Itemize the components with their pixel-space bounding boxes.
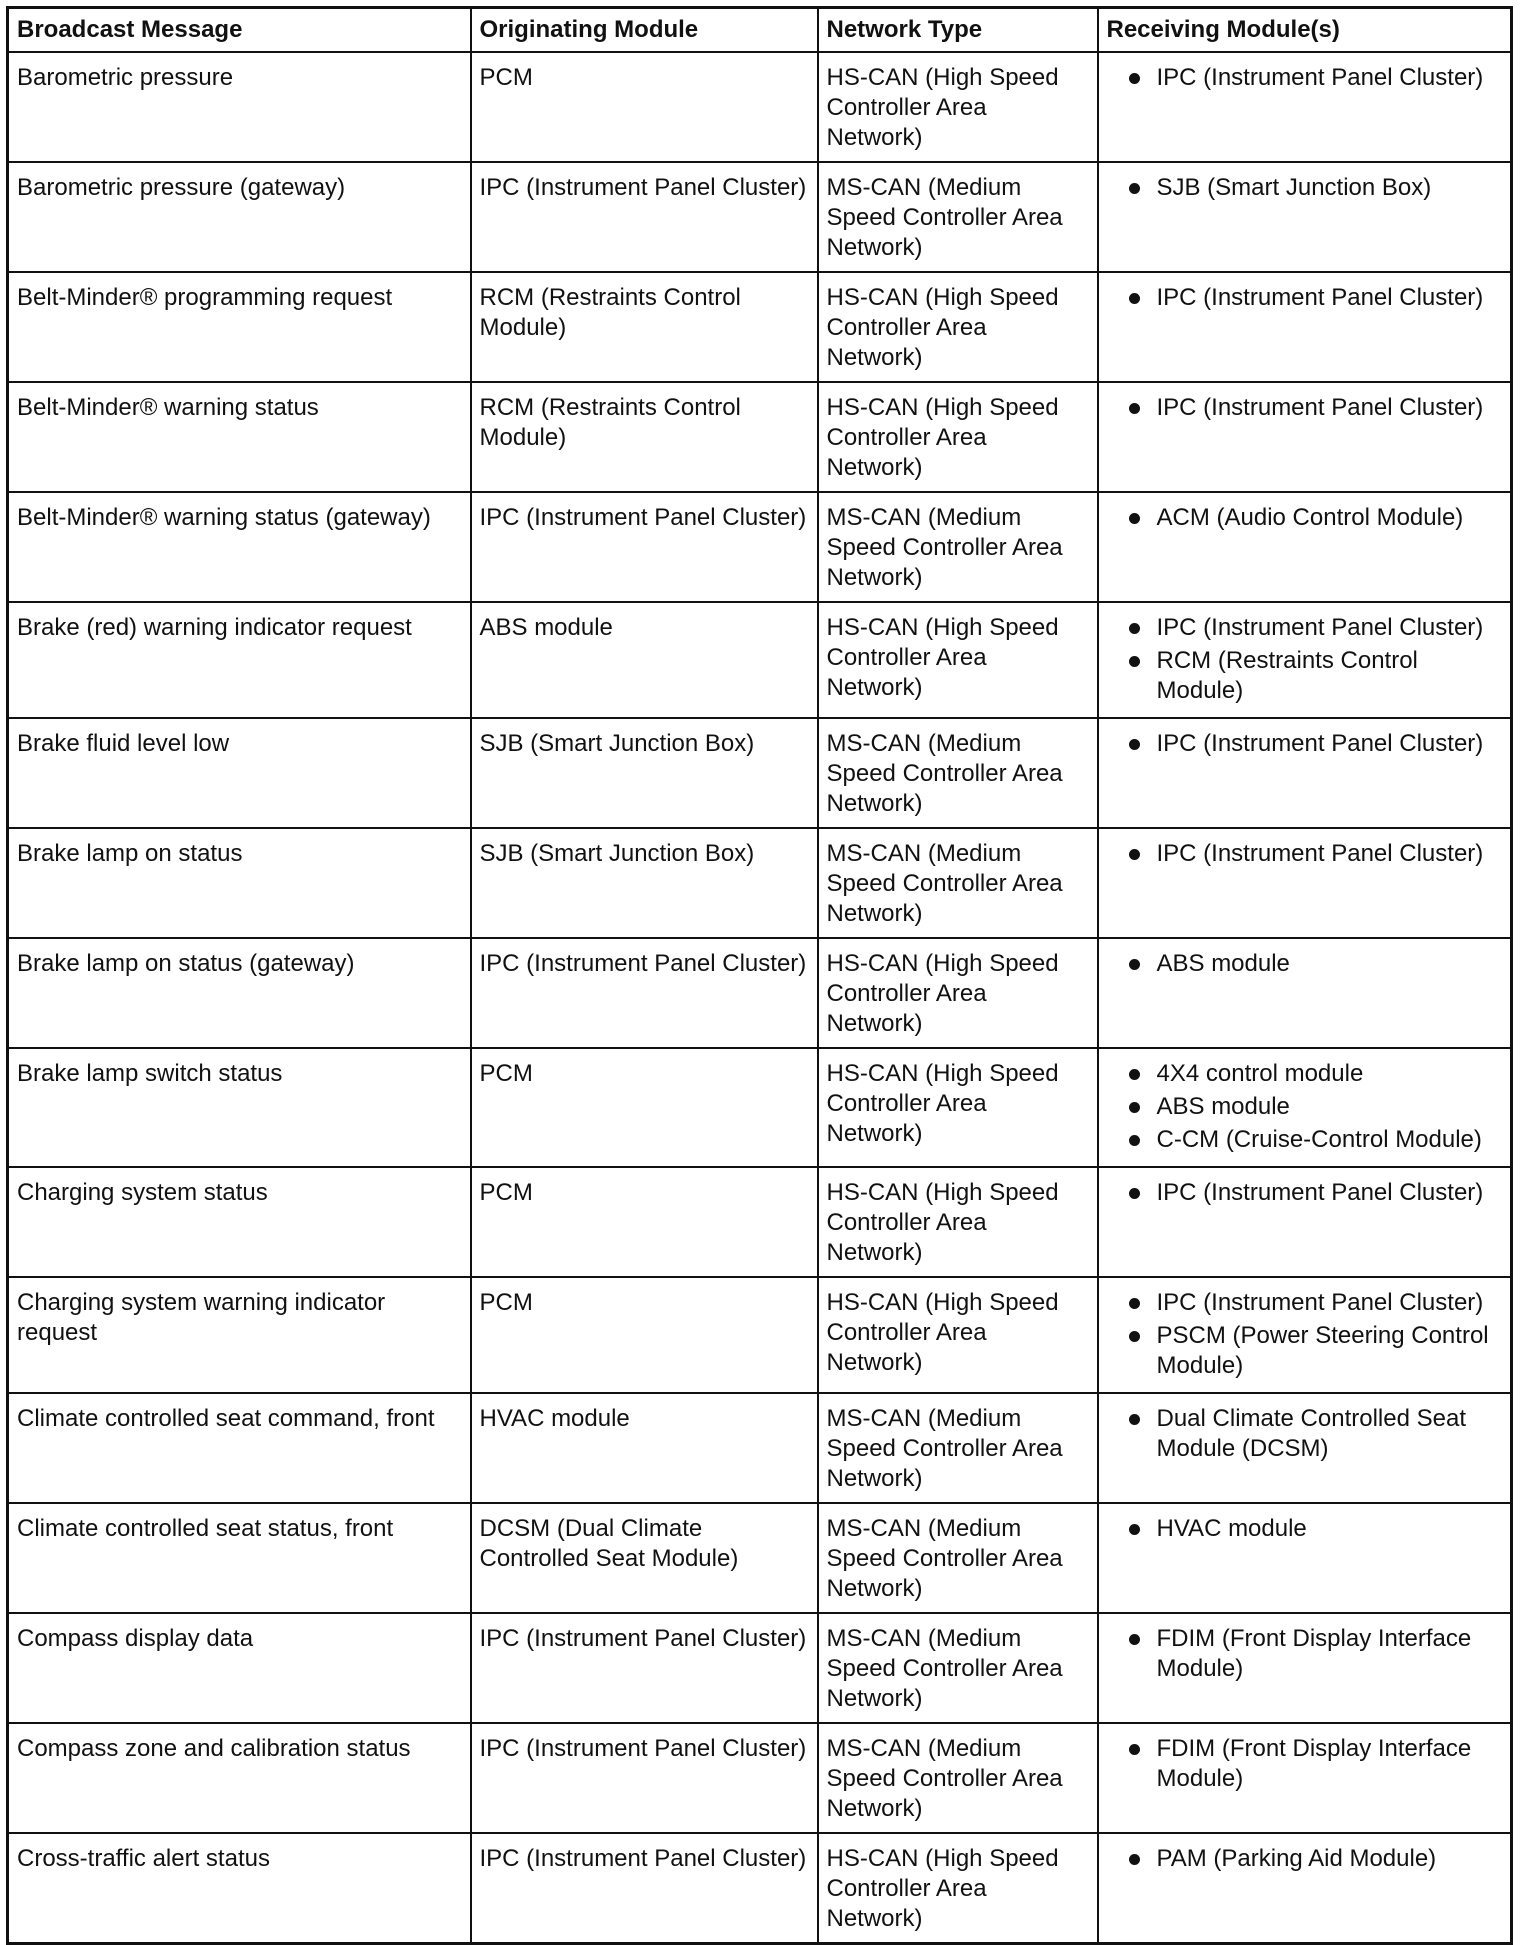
receiver-item [1107, 1125, 1503, 1155]
cell-broadcast-message: Brake lamp on status [8, 828, 471, 938]
table-row [8, 1277, 1512, 1393]
bullet-icon [1129, 1331, 1140, 1342]
cell-originating-module: IPC (Instrument Panel Cluster) [471, 1723, 818, 1833]
cell-receiving-modules [1098, 602, 1512, 718]
bullet-icon [1129, 623, 1140, 634]
cell-receiving-modules [1098, 1167, 1512, 1277]
cell-originating-module: IPC (Instrument Panel Cluster) [471, 162, 818, 272]
table-row [8, 1393, 1512, 1503]
receiver-item [1107, 503, 1503, 533]
cell-receiving-modules [1098, 162, 1512, 272]
cell-originating-module: ABS module [471, 602, 818, 718]
cell-broadcast-message: Brake fluid level low [8, 718, 471, 828]
receiver-list [1107, 63, 1503, 93]
bullet-icon [1129, 1298, 1140, 1309]
receiver-list [1107, 729, 1503, 759]
receiver-label: IPC (Instrument Panel Cluster) [1156, 614, 1484, 641]
receiver-label: PAM (Parking Aid Module) [1156, 1845, 1437, 1872]
receiver-list [1107, 1178, 1503, 1208]
cell-originating-module: IPC (Instrument Panel Cluster) [471, 492, 818, 602]
cell-network-type: HS-CAN (High Speed Controller Area Network) [818, 602, 1098, 718]
cell-receiving-modules [1098, 1503, 1512, 1613]
cell-network-type: MS-CAN (Medium Speed Controller Area Network) [818, 1393, 1098, 1503]
receiver-list [1107, 1404, 1503, 1464]
header-network-type: Network Type [818, 8, 1098, 53]
cell-receiving-modules [1098, 1723, 1512, 1833]
receiver-label: ABS module [1156, 1093, 1290, 1120]
receiver-label: HVAC module [1156, 1515, 1307, 1542]
bullet-icon [1129, 1744, 1140, 1755]
receiver-item [1107, 1059, 1503, 1089]
receiver-item [1107, 1734, 1503, 1794]
receiver-label: PSCM (Power Steering Control Module) [1156, 1322, 1489, 1379]
cell-network-type: MS-CAN (Medium Speed Controller Area Network) [818, 492, 1098, 602]
receiver-label: Dual Climate Controlled Seat Module (DCSM) [1156, 1405, 1466, 1462]
table-row [8, 1048, 1512, 1167]
cell-originating-module: PCM [471, 1167, 818, 1277]
receiver-label: IPC (Instrument Panel Cluster) [1156, 394, 1484, 421]
bullet-icon [1129, 1188, 1140, 1199]
cell-originating-module: IPC (Instrument Panel Cluster) [471, 938, 818, 1048]
receiver-item [1107, 729, 1503, 759]
cell-broadcast-message: Brake (red) warning indicator request [8, 602, 471, 718]
cell-network-type: MS-CAN (Medium Speed Controller Area Network) [818, 1613, 1098, 1723]
table-row [8, 828, 1512, 938]
cell-originating-module: PCM [471, 52, 818, 162]
table-row [8, 1833, 1512, 1944]
table-row [8, 1167, 1512, 1277]
receiver-item [1107, 63, 1503, 93]
cell-network-type: MS-CAN (Medium Speed Controller Area Network) [818, 1503, 1098, 1613]
table-body [8, 52, 1512, 1944]
receiver-item [1107, 1404, 1503, 1464]
table-row [8, 492, 1512, 602]
table-row [8, 1723, 1512, 1833]
receiver-list [1107, 283, 1503, 313]
receiver-list [1107, 173, 1503, 203]
cell-broadcast-message: Brake lamp on status (gateway) [8, 938, 471, 1048]
table-header [8, 8, 1512, 53]
receiver-item [1107, 613, 1503, 643]
receiver-label: IPC (Instrument Panel Cluster) [1156, 1179, 1484, 1206]
cell-receiving-modules [1098, 938, 1512, 1048]
cell-originating-module: SJB (Smart Junction Box) [471, 718, 818, 828]
receiver-item [1107, 1514, 1503, 1544]
bullet-icon [1129, 183, 1140, 194]
receiver-label: C-CM (Cruise-Control Module) [1156, 1126, 1482, 1153]
table-row [8, 1613, 1512, 1723]
bullet-icon [1129, 1069, 1140, 1080]
cell-broadcast-message: Charging system warning indicator request [8, 1277, 471, 1393]
receiver-list [1107, 1059, 1503, 1155]
cell-originating-module: IPC (Instrument Panel Cluster) [471, 1833, 818, 1944]
cell-network-type: MS-CAN (Medium Speed Controller Area Network) [818, 162, 1098, 272]
table-row [8, 272, 1512, 382]
bullet-icon [1129, 1102, 1140, 1113]
cell-originating-module: IPC (Instrument Panel Cluster) [471, 1613, 818, 1723]
table-row [8, 718, 1512, 828]
cell-receiving-modules [1098, 1833, 1512, 1944]
receiver-item [1107, 646, 1503, 706]
receiver-label: ACM (Audio Control Module) [1156, 504, 1464, 531]
cell-receiving-modules [1098, 52, 1512, 162]
receiver-list [1107, 1514, 1503, 1544]
bullet-icon [1129, 656, 1140, 667]
receiver-label: IPC (Instrument Panel Cluster) [1156, 730, 1484, 757]
receiver-item [1107, 839, 1503, 869]
receiver-item [1107, 1844, 1503, 1874]
cell-broadcast-message: Belt-Minder® programming request [8, 272, 471, 382]
receiver-item [1107, 1624, 1503, 1684]
cell-network-type: HS-CAN (High Speed Controller Area Network) [818, 1277, 1098, 1393]
receiver-list [1107, 1844, 1503, 1874]
table-row [8, 938, 1512, 1048]
cell-broadcast-message: Belt-Minder® warning status [8, 382, 471, 492]
cell-originating-module: SJB (Smart Junction Box) [471, 828, 818, 938]
receiver-label: IPC (Instrument Panel Cluster) [1156, 1289, 1484, 1316]
receiver-label: IPC (Instrument Panel Cluster) [1156, 284, 1484, 311]
cell-broadcast-message: Charging system status [8, 1167, 471, 1277]
receiver-list [1107, 839, 1503, 869]
cell-broadcast-message: Compass display data [8, 1613, 471, 1723]
cell-originating-module: DCSM (Dual Climate Controlled Seat Module) [471, 1503, 818, 1613]
cell-broadcast-message: Belt-Minder® warning status (gateway) [8, 492, 471, 602]
receiver-item [1107, 1321, 1503, 1381]
receiver-label: IPC (Instrument Panel Cluster) [1156, 64, 1484, 91]
receiver-list [1107, 393, 1503, 423]
table-row [8, 52, 1512, 162]
receiver-label: FDIM (Front Display Interface Module) [1156, 1625, 1472, 1682]
receiver-list [1107, 503, 1503, 533]
cell-broadcast-message: Barometric pressure [8, 52, 471, 162]
receiver-item [1107, 1092, 1503, 1122]
cell-broadcast-message: Barometric pressure (gateway) [8, 162, 471, 272]
cell-broadcast-message: Cross-traffic alert status [8, 1833, 471, 1944]
cell-network-type: HS-CAN (High Speed Controller Area Network) [818, 1167, 1098, 1277]
receiver-list [1107, 1734, 1503, 1794]
cell-originating-module: RCM (Restraints Control Module) [471, 272, 818, 382]
bullet-icon [1129, 1135, 1140, 1146]
bullet-icon [1129, 1854, 1140, 1865]
cell-receiving-modules [1098, 492, 1512, 602]
cell-originating-module: RCM (Restraints Control Module) [471, 382, 818, 492]
receiver-item [1107, 283, 1503, 313]
cell-broadcast-message: Brake lamp switch status [8, 1048, 471, 1167]
cell-receiving-modules [1098, 1048, 1512, 1167]
receiver-label: FDIM (Front Display Interface Module) [1156, 1735, 1472, 1792]
receiver-label: 4X4 control module [1156, 1060, 1364, 1087]
cell-broadcast-message: Compass zone and calibration status [8, 1723, 471, 1833]
cell-network-type: HS-CAN (High Speed Controller Area Network) [818, 938, 1098, 1048]
receiver-label: SJB (Smart Junction Box) [1156, 174, 1432, 201]
receiver-item [1107, 393, 1503, 423]
cell-network-type: HS-CAN (High Speed Controller Area Network) [818, 1048, 1098, 1167]
cell-receiving-modules [1098, 1393, 1512, 1503]
receiver-item [1107, 173, 1503, 203]
bullet-icon [1129, 1414, 1140, 1425]
cell-network-type: MS-CAN (Medium Speed Controller Area Network) [818, 1723, 1098, 1833]
header-receiving-modules: Receiving Module(s) [1098, 8, 1512, 53]
receiver-item [1107, 1178, 1503, 1208]
cell-broadcast-message: Climate controlled seat status, front [8, 1503, 471, 1613]
receiver-label: RCM (Restraints Control Module) [1156, 647, 1418, 704]
broadcast-message-table [6, 6, 1513, 1945]
bullet-icon [1129, 1524, 1140, 1535]
cell-network-type: HS-CAN (High Speed Controller Area Network) [818, 272, 1098, 382]
cell-receiving-modules [1098, 1613, 1512, 1723]
cell-broadcast-message: Climate controlled seat command, front [8, 1393, 471, 1503]
receiver-item [1107, 1288, 1503, 1318]
table-row [8, 162, 1512, 272]
header-broadcast-message: Broadcast Message [8, 8, 471, 53]
table-row [8, 382, 1512, 492]
table-row [8, 602, 1512, 718]
bullet-icon [1129, 849, 1140, 860]
bullet-icon [1129, 513, 1140, 524]
cell-receiving-modules [1098, 1277, 1512, 1393]
bullet-icon [1129, 959, 1140, 970]
cell-network-type: HS-CAN (High Speed Controller Area Network) [818, 382, 1098, 492]
header-row [8, 8, 1512, 53]
cell-originating-module: HVAC module [471, 1393, 818, 1503]
bullet-icon [1129, 73, 1140, 84]
cell-network-type: HS-CAN (High Speed Controller Area Network) [818, 1833, 1098, 1944]
cell-receiving-modules [1098, 382, 1512, 492]
bullet-icon [1129, 293, 1140, 304]
receiver-list [1107, 1624, 1503, 1684]
receiver-item [1107, 949, 1503, 979]
receiver-label: ABS module [1156, 950, 1290, 977]
cell-network-type: MS-CAN (Medium Speed Controller Area Network) [818, 718, 1098, 828]
cell-receiving-modules [1098, 272, 1512, 382]
header-originating-module: Originating Module [471, 8, 818, 53]
cell-network-type: MS-CAN (Medium Speed Controller Area Network) [818, 828, 1098, 938]
table-row [8, 1503, 1512, 1613]
receiver-label: IPC (Instrument Panel Cluster) [1156, 840, 1484, 867]
receiver-list [1107, 949, 1503, 979]
cell-receiving-modules [1098, 718, 1512, 828]
receiver-list [1107, 613, 1503, 706]
bullet-icon [1129, 1634, 1140, 1645]
bullet-icon [1129, 739, 1140, 750]
cell-receiving-modules [1098, 828, 1512, 938]
bullet-icon [1129, 403, 1140, 414]
cell-originating-module: PCM [471, 1277, 818, 1393]
cell-network-type: HS-CAN (High Speed Controller Area Network) [818, 52, 1098, 162]
receiver-list [1107, 1288, 1503, 1381]
cell-originating-module: PCM [471, 1048, 818, 1167]
